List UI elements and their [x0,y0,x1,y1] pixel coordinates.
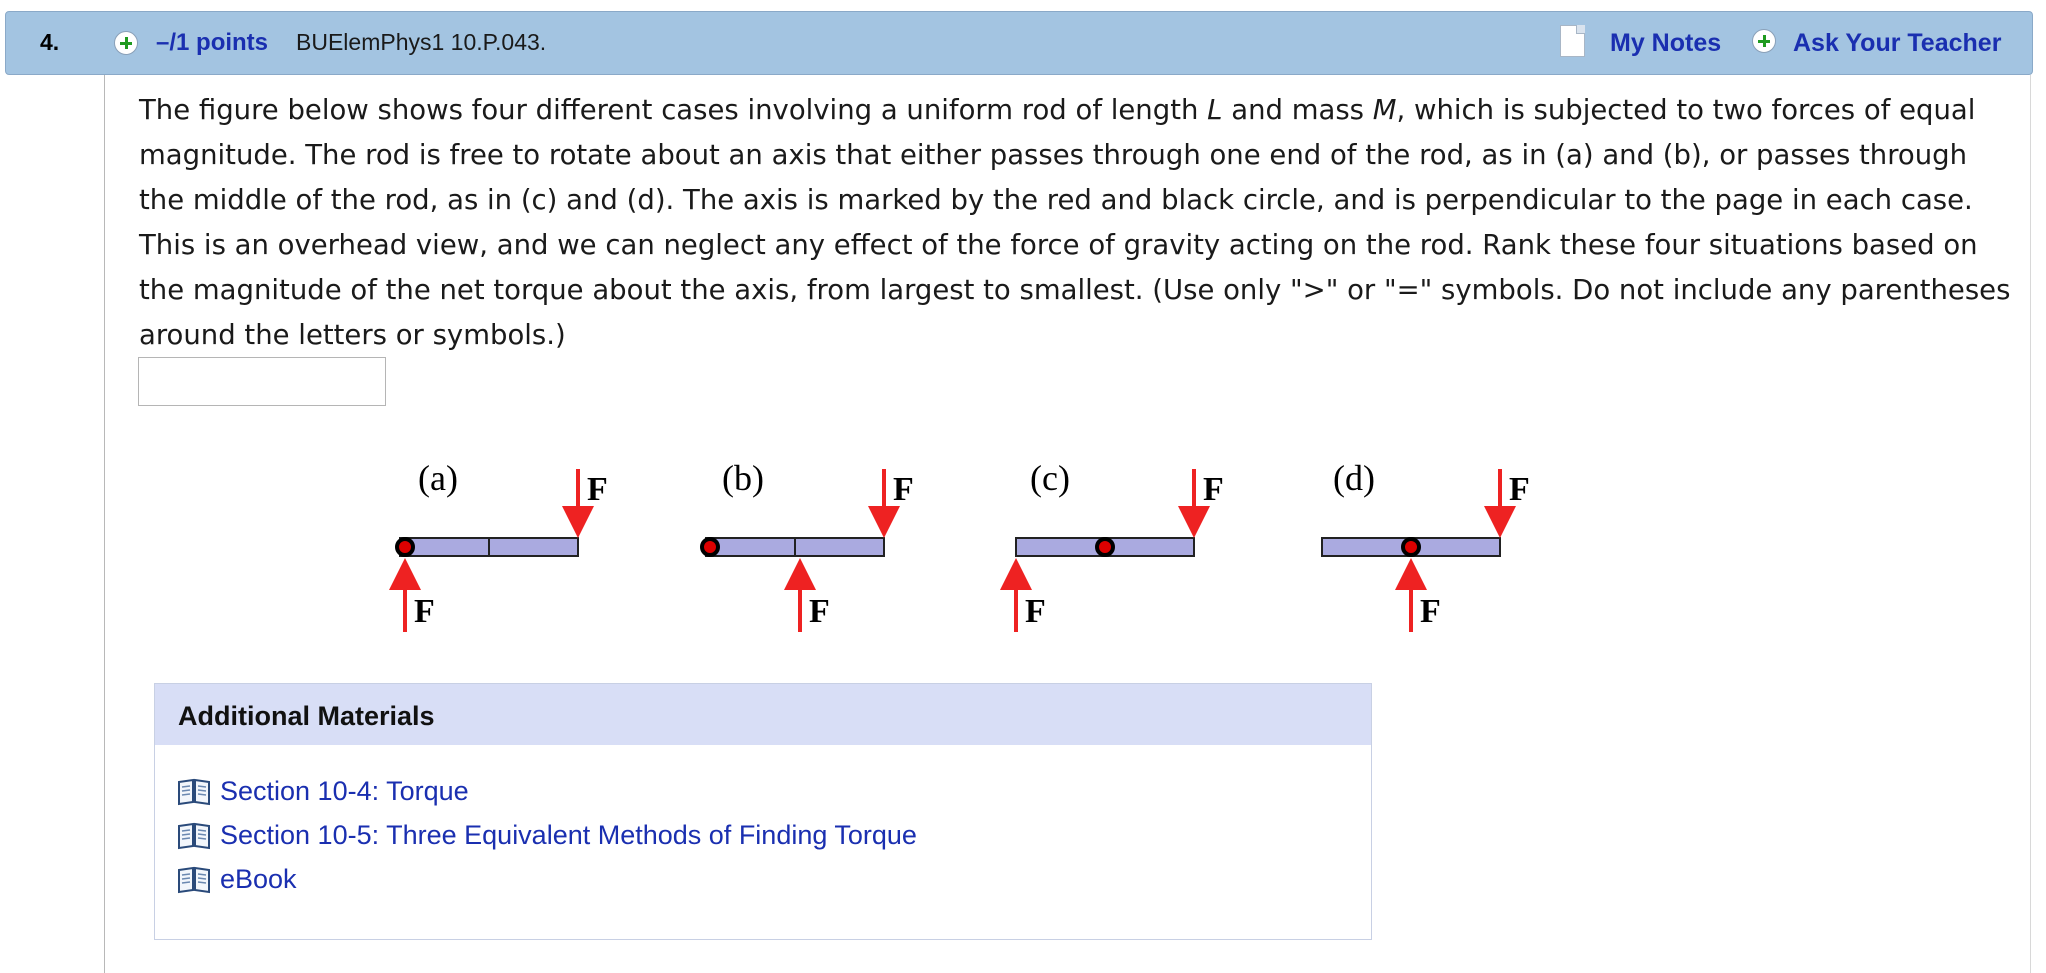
case-b-pivot [702,539,718,555]
material-link-label[interactable]: Section 10-5: Three Equivalent Methods of Finding Torque [220,820,917,850]
expand-plus-icon[interactable] [114,31,138,55]
ask-teacher-plus-icon[interactable] [1752,29,1776,53]
question-header [5,11,2033,75]
material-link-section-10-5[interactable] [177,820,917,851]
points-label[interactable]: –/1 points [156,29,269,56]
question-number: 4. [40,29,60,55]
material-link-label[interactable]: eBook [220,864,297,894]
torque-figure [380,450,1530,640]
case-c-force-up-label: F [1025,593,1046,630]
case-b-force-up-label: F [809,593,830,630]
case-a-label: (a) [418,458,458,498]
case-b-label: (b) [722,458,764,498]
case-b-force-down-label: F [893,471,914,508]
notes-icon[interactable] [1560,25,1585,57]
case-c [1016,458,1224,632]
case-a-pivot [397,539,413,555]
case-c-pivot [1097,539,1113,555]
additional-materials-title: Additional Materials [155,684,1371,745]
case-d-pivot [1403,539,1419,555]
book-icon [177,777,211,807]
case-d-force-up-label: F [1420,593,1441,630]
question-text [139,88,2019,358]
material-link-ebook[interactable] [177,864,297,895]
variable-M: M [1372,94,1397,126]
case-d-label: (d) [1333,458,1375,498]
additional-materials-panel [154,683,1372,940]
variable-L: L [1207,94,1223,126]
content-divider [104,75,105,973]
question-code: BUElemPhys1 10.P.043. [296,29,547,55]
ask-teacher-link[interactable]: Ask Your Teacher [1793,29,2002,57]
case-a-force-up-label: F [414,593,435,630]
question-text-part-2: and mass [1222,94,1373,126]
question-text-part-3: , which is subjected to two forces of equal magnitude. The rod is free to rotate about an axis that either passes through one end of the rod, as in (a) and (b), or passes through the middle of the rod, as in (c) and (d). The axis is marked by the red and black circle, and is perpendicular to the page in each case. This is an overhead view, and we can neglect any effect of the force of gravity acting on the rod. Rank these four situations based on the magnitude of the net torque about the axis, from largest to smallest. (Use only ">" or "=" symbols. Do not include any parentheses around the letters or symbols.) [139,94,2011,351]
question-text-part-1: The figure below shows four different cases involving a uniform rod of length [139,94,1208,126]
case-b [702,458,914,632]
book-icon [177,821,211,851]
case-a [397,458,608,632]
material-link-label[interactable]: Section 10-4: Torque [220,776,469,806]
answer-input[interactable] [138,357,386,406]
content-divider-right [2030,75,2031,973]
my-notes-link[interactable]: My Notes [1610,29,1722,57]
case-a-force-down-label: F [587,471,608,508]
case-d-force-down-label: F [1509,471,1530,508]
material-link-section-10-4[interactable] [177,776,469,807]
case-c-force-down-label: F [1203,471,1224,508]
case-c-label: (c) [1030,458,1070,498]
book-icon [177,865,211,895]
case-d [1322,458,1530,632]
